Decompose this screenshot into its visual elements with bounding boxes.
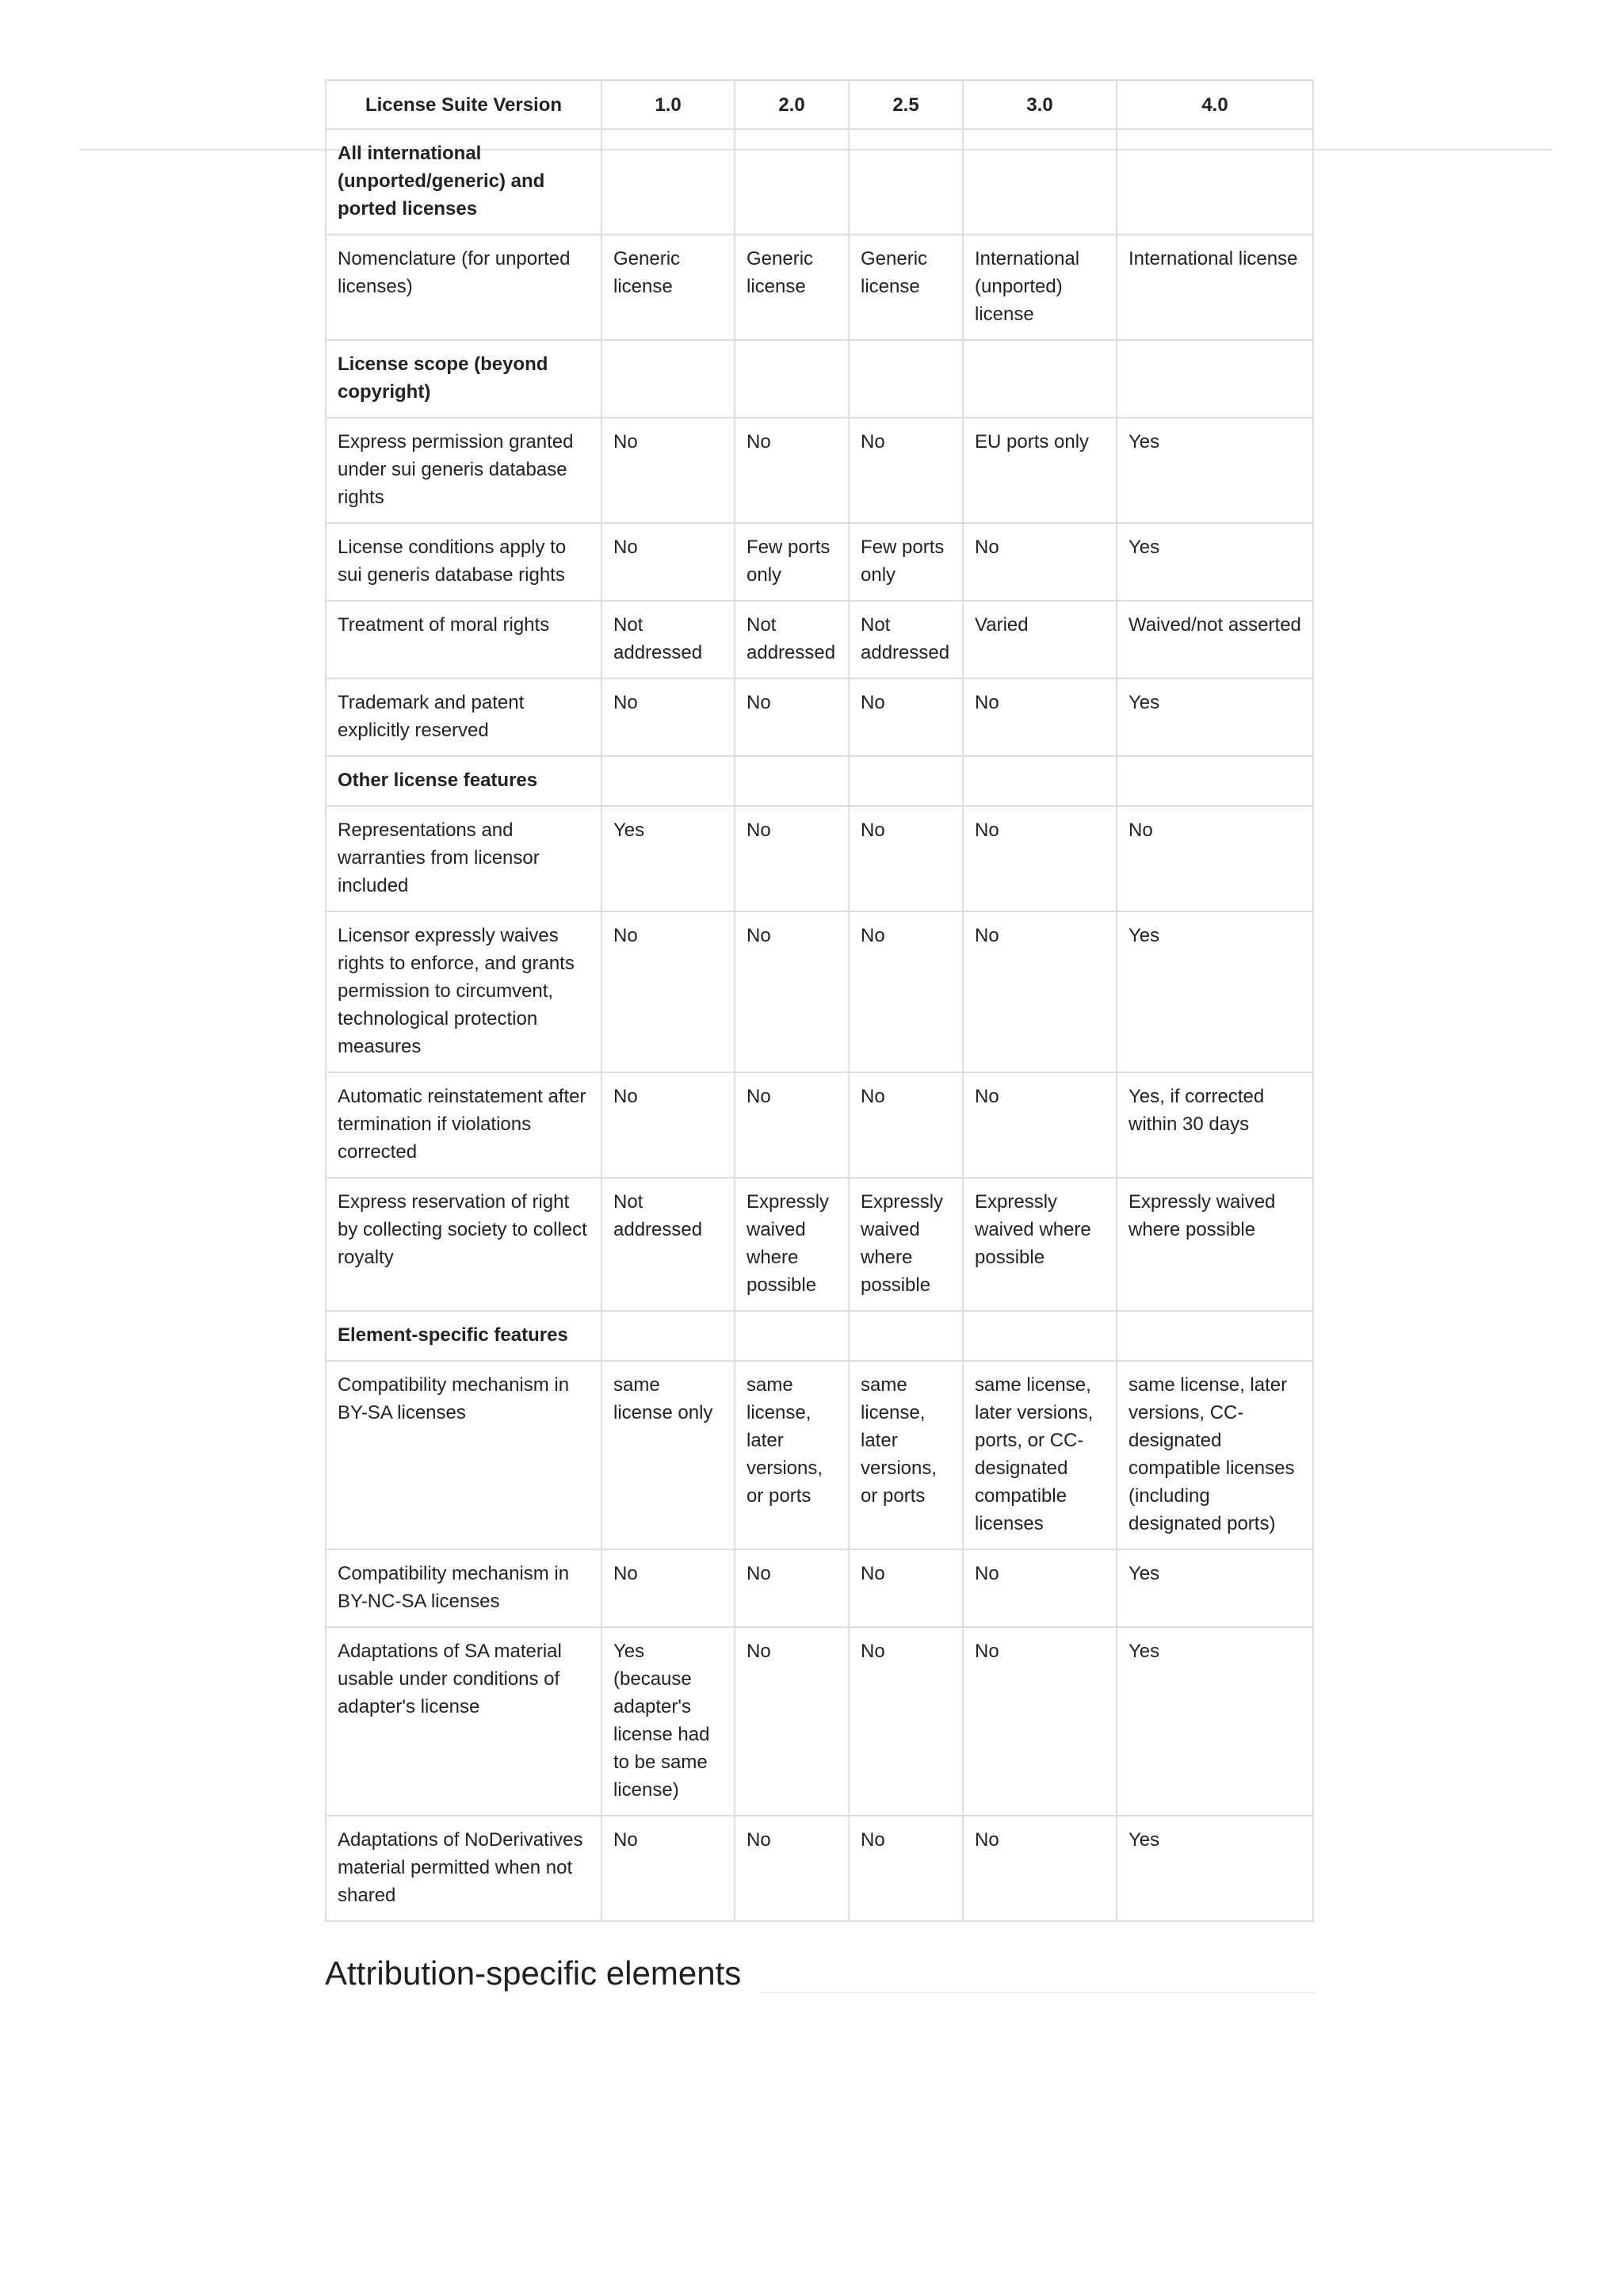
value-cell-2-5 — [849, 756, 963, 806]
value-cell-4-0: Yes — [1117, 523, 1313, 601]
value-cell-3-0 — [963, 340, 1117, 418]
value-cell-3-0 — [963, 756, 1117, 806]
row-label-cell: Treatment of moral rights — [326, 601, 601, 678]
value-cell-4-0: Yes, if corrected within 30 days — [1117, 1072, 1313, 1178]
table-row — [326, 1178, 1313, 1311]
value-cell-2-0: Expressly waived where possible — [735, 1178, 849, 1311]
value-cell-1-0: No — [601, 1072, 735, 1178]
value-cell-1-0: Yes (because adapter's license had to be same license) — [601, 1627, 735, 1816]
value-cell-3-0: Varied — [963, 601, 1117, 678]
value-cell-2-5: Generic license — [849, 235, 963, 340]
value-cell-2-0: No — [735, 418, 849, 523]
value-cell-1-0: No — [601, 678, 735, 756]
value-cell-2-5: No — [849, 911, 963, 1072]
value-cell-4-0 — [1117, 1311, 1313, 1361]
value-cell-2-5 — [849, 129, 963, 235]
value-cell-3-0: No — [963, 806, 1117, 911]
header-version-2-0: 2.0 — [735, 80, 849, 129]
value-cell-2-0: No — [735, 1816, 849, 1921]
value-cell-2-5: Expressly waived where possible — [849, 1178, 963, 1311]
section-heading-attribution: Attribution-specific elements — [325, 1954, 742, 1992]
row-label-cell: All international (unported/generic) and ported licenses — [326, 129, 601, 235]
value-cell-2-0: Generic license — [735, 235, 849, 340]
header-license-suite-version: License Suite Version — [326, 80, 601, 129]
table-row — [326, 601, 1313, 678]
table-row — [326, 678, 1313, 756]
table-row — [326, 1816, 1313, 1921]
value-cell-3-0: No — [963, 523, 1117, 601]
table-section-row — [326, 1311, 1313, 1361]
value-cell-4-0: same license, later versions, CC-designated compatible licenses (including designated ports) — [1117, 1361, 1313, 1549]
value-cell-4-0: Yes — [1117, 911, 1313, 1072]
value-cell-2-0: No — [735, 1549, 849, 1627]
row-label-cell: License conditions apply to sui generis database rights — [326, 523, 601, 601]
value-cell-3-0: No — [963, 678, 1117, 756]
value-cell-2-0: No — [735, 806, 849, 911]
value-cell-1-0: same license only — [601, 1361, 735, 1549]
value-cell-2-5: No — [849, 678, 963, 756]
value-cell-2-5: Not addressed — [849, 601, 963, 678]
value-cell-2-5: No — [849, 1549, 963, 1627]
table-row — [326, 418, 1313, 523]
row-label-cell: Licensor expressly waives rights to enforce, and grants permission to circumvent, technological protection measures — [326, 911, 601, 1072]
value-cell-4-0 — [1117, 756, 1313, 806]
table-row — [326, 1549, 1313, 1627]
value-cell-4-0 — [1117, 340, 1313, 418]
value-cell-2-0: No — [735, 1627, 849, 1816]
table-header-row — [326, 80, 1313, 129]
table-row — [326, 1361, 1313, 1549]
value-cell-3-0: EU ports only — [963, 418, 1117, 523]
value-cell-4-0: Yes — [1117, 1627, 1313, 1816]
table-body — [326, 129, 1313, 1921]
value-cell-1-0 — [601, 340, 735, 418]
table-section-row — [326, 756, 1313, 806]
row-label-cell: License scope (beyond copyright) — [326, 340, 601, 418]
value-cell-4-0: Yes — [1117, 1549, 1313, 1627]
value-cell-2-0: No — [735, 678, 849, 756]
value-cell-3-0: No — [963, 1549, 1117, 1627]
value-cell-4-0: Yes — [1117, 1816, 1313, 1921]
value-cell-3-0: No — [963, 911, 1117, 1072]
value-cell-2-0: Few ports only — [735, 523, 849, 601]
header-version-2-5: 2.5 — [849, 80, 963, 129]
value-cell-2-5: Few ports only — [849, 523, 963, 601]
table-row — [326, 235, 1313, 340]
row-label-cell: Express permission granted under sui generis database rights — [326, 418, 601, 523]
value-cell-2-5: No — [849, 1816, 963, 1921]
header-version-3-0: 3.0 — [963, 80, 1117, 129]
value-cell-4-0: Expressly waived where possible — [1117, 1178, 1313, 1311]
value-cell-2-5: No — [849, 418, 963, 523]
value-cell-3-0: Expressly waived where possible — [963, 1178, 1117, 1311]
value-cell-2-0: No — [735, 911, 849, 1072]
row-label-cell: Representations and warranties from licensor included — [326, 806, 601, 911]
value-cell-2-0 — [735, 340, 849, 418]
row-label-cell: Trademark and patent explicitly reserved — [326, 678, 601, 756]
value-cell-1-0 — [601, 1311, 735, 1361]
value-cell-1-0: No — [601, 1816, 735, 1921]
value-cell-2-5 — [849, 1311, 963, 1361]
value-cell-3-0: No — [963, 1072, 1117, 1178]
value-cell-2-5: same license, later versions, or ports — [849, 1361, 963, 1549]
value-cell-1-0: No — [601, 418, 735, 523]
value-cell-2-0: Not addressed — [735, 601, 849, 678]
row-label-cell: Adaptations of NoDerivatives material permitted when not shared — [326, 1816, 601, 1921]
table-row — [326, 911, 1313, 1072]
value-cell-2-0: No — [735, 1072, 849, 1178]
value-cell-2-0 — [735, 129, 849, 235]
value-cell-3-0: International (unported) license — [963, 235, 1117, 340]
value-cell-2-0: same license, later versions, or ports — [735, 1361, 849, 1549]
value-cell-1-0: Yes — [601, 806, 735, 911]
value-cell-1-0: Not addressed — [601, 601, 735, 678]
value-cell-1-0: No — [601, 1549, 735, 1627]
row-label-cell: Compatibility mechanism in BY-SA licenses — [326, 1361, 601, 1549]
value-cell-2-5 — [849, 340, 963, 418]
heading-divider — [761, 1992, 1316, 1993]
value-cell-4-0: International license — [1117, 235, 1313, 340]
value-cell-1-0 — [601, 756, 735, 806]
value-cell-3-0: same license, later versions, ports, or CC-designated compatible licenses — [963, 1361, 1117, 1549]
value-cell-4-0 — [1117, 129, 1313, 235]
header-version-4-0: 4.0 — [1117, 80, 1313, 129]
table-section-row — [326, 340, 1313, 418]
license-comparison-table — [325, 79, 1314, 1922]
row-label-cell: Automatic reinstatement after termination if violations corrected — [326, 1072, 601, 1178]
table-row — [326, 806, 1313, 911]
value-cell-4-0: Waived/not asserted — [1117, 601, 1313, 678]
value-cell-1-0: No — [601, 523, 735, 601]
value-cell-2-5: No — [849, 806, 963, 911]
value-cell-2-5: No — [849, 1627, 963, 1816]
value-cell-4-0: No — [1117, 806, 1313, 911]
value-cell-3-0 — [963, 129, 1117, 235]
table-row — [326, 523, 1313, 601]
value-cell-4-0: Yes — [1117, 678, 1313, 756]
value-cell-2-0 — [735, 756, 849, 806]
header-version-1-0: 1.0 — [601, 80, 735, 129]
value-cell-1-0: Generic license — [601, 235, 735, 340]
row-label-cell: Compatibility mechanism in BY-NC-SA licenses — [326, 1549, 601, 1627]
value-cell-1-0: Not addressed — [601, 1178, 735, 1311]
value-cell-3-0: No — [963, 1816, 1117, 1921]
row-label-cell: Other license features — [326, 756, 601, 806]
table-row — [326, 1072, 1313, 1178]
value-cell-3-0: No — [963, 1627, 1117, 1816]
row-label-cell: Nomenclature (for unported licenses) — [326, 235, 601, 340]
row-label-cell: Adaptations of SA material usable under conditions of adapter's license — [326, 1627, 601, 1816]
value-cell-2-0 — [735, 1311, 849, 1361]
value-cell-2-5: No — [849, 1072, 963, 1178]
table-row — [326, 1627, 1313, 1816]
value-cell-4-0: Yes — [1117, 418, 1313, 523]
row-label-cell: Express reservation of right by collecting society to collect royalty — [326, 1178, 601, 1311]
table-section-row — [326, 129, 1313, 235]
value-cell-3-0 — [963, 1311, 1117, 1361]
value-cell-1-0: No — [601, 911, 735, 1072]
value-cell-1-0 — [601, 129, 735, 235]
row-label-cell: Element-specific features — [326, 1311, 601, 1361]
